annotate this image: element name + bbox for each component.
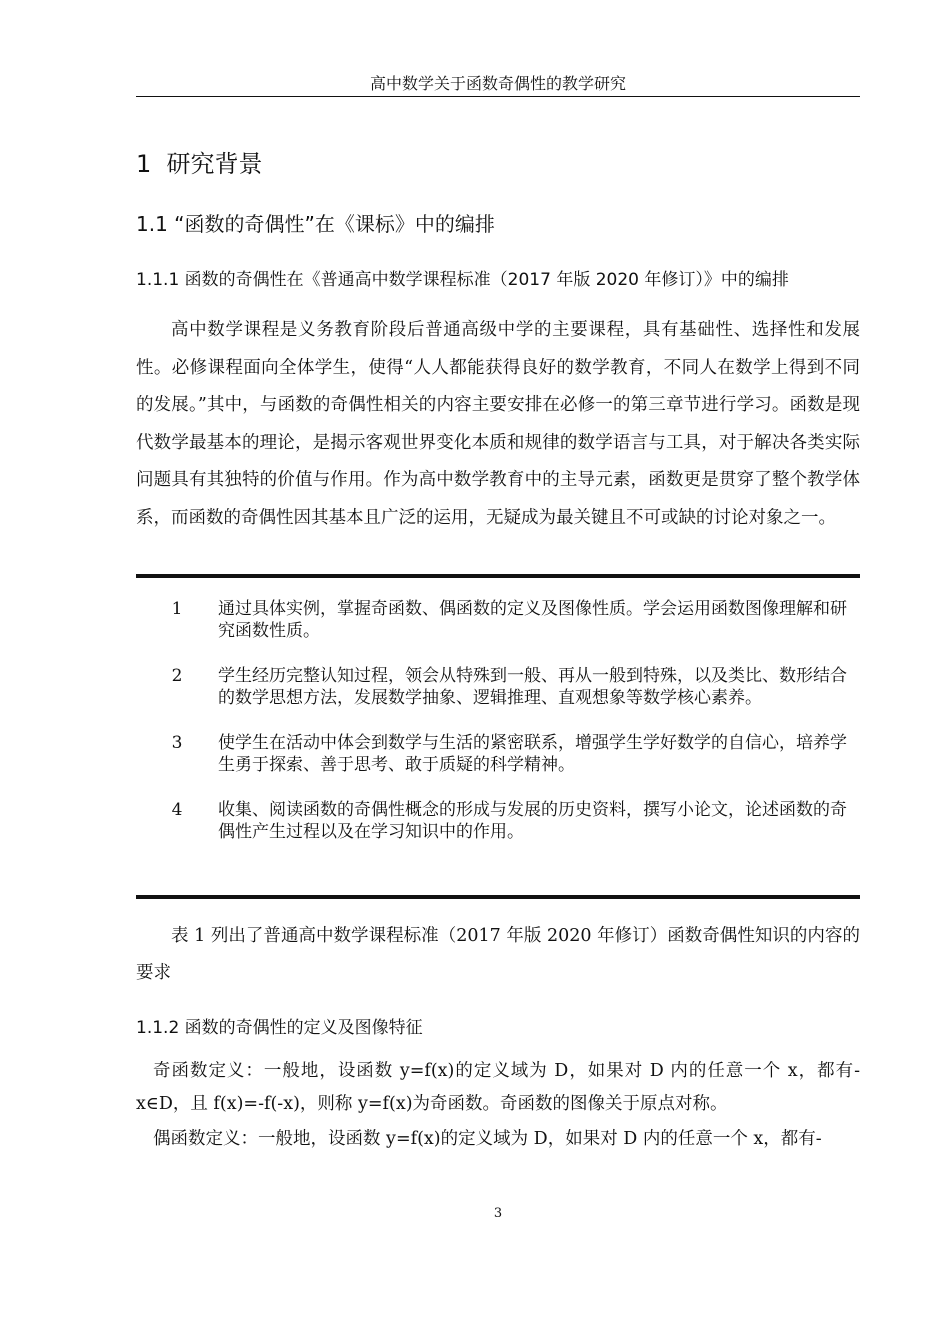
row-text: 收集、阅读函数的奇偶性概念的形成与发展的历史资料，撰写小论文，论述函数的奇偶性产生过程以及在学习知识中的作用。	[218, 800, 847, 842]
table-row	[136, 799, 860, 843]
table-row	[136, 732, 860, 776]
header-rule	[136, 96, 860, 97]
definition-term: 偶函数定义	[153, 1129, 241, 1149]
table-bottom-rule	[136, 895, 860, 899]
even-function-definition	[136, 1123, 860, 1156]
requirements-table	[136, 598, 860, 866]
table-row	[136, 598, 860, 642]
definition-text: ：一般地，设函数 y=f(x)的定义域为 D，如果对 D 内的任意一个 x，都有-	[240, 1129, 822, 1149]
row-text: 使学生在活动中体会到数学与生活的紧密联系，增强学生学好数学的自信心，培养学生勇于探索、善于思考、敢于质疑的科学精神。	[218, 733, 847, 775]
row-number: 1	[171, 599, 183, 619]
subsubsection-heading: 1.1.1 函数的奇偶性在《普通高中数学课程标准（2017 年版 2020 年修订）》中的编排	[136, 270, 789, 290]
section-heading: 1 研究背景	[136, 150, 263, 178]
subsubsection-heading: 1.1.2 函数的奇偶性的定义及图像特征	[136, 1018, 423, 1038]
subsection-heading: 1.1 “函数的奇偶性”在《课标》中的编排	[136, 212, 495, 236]
table-top-rule	[136, 574, 860, 578]
row-text: 通过具体实例，掌握奇函数、偶函数的定义及图像性质。学会运用函数图像理解和研究函数性质。	[218, 599, 847, 641]
odd-function-definition	[136, 1055, 860, 1121]
table-caption: 表 1 列出了普通高中数学课程标准（2017 年版 2020 年修订）函数奇偶性知识的内容的要求	[136, 926, 860, 983]
page-number: 3	[493, 1206, 503, 1221]
definition-text: ：一般地，设函数 y=f(x)的定义域为 D，如果对 D 内的任意一个 x，都有-x∈D，且 f(x)=-f(-x)，则称 y=f(x)为奇函数。奇函数的图像关于原点对称。	[136, 1061, 861, 1114]
definition-term: 奇函数定义	[153, 1061, 246, 1081]
row-number: 3	[171, 733, 183, 753]
row-number: 4	[171, 800, 183, 820]
running-header: 高中数学关于函数奇偶性的教学研究	[369, 74, 626, 93]
body-paragraph: 高中数学课程是义务教育阶段后普通高级中学的主要课程，具有基础性、选择性和发展性。必修课程面向全体学生，使得“人人都能获得良好的数学教育，不同人在数学上得到不同的发展。”其中，与函数的奇偶性相关的内容主要安排在必修一的第三章节进行学习。函数是现代数学最基本的理论，是揭示客观世界变化本质和规律的数学语言与工具，对于解决各类实际问题具有其独特的价值与作用。作为高中数学教育中的主导元素，函数更是贯穿了整个教学体系，而函数的奇偶性因其基本且广泛的运用，无疑成为最关键且不可或缺的讨论对象之一。	[136, 320, 860, 528]
row-text: 学生经历完整认知过程，领会从特殊到一般、再从一般到特殊，以及类比、数形结合的数学思想方法，发展数学抽象、逻辑推理、直观想象等数学核心素养。	[218, 666, 847, 708]
row-number: 2	[171, 666, 183, 686]
table-row	[136, 665, 860, 709]
